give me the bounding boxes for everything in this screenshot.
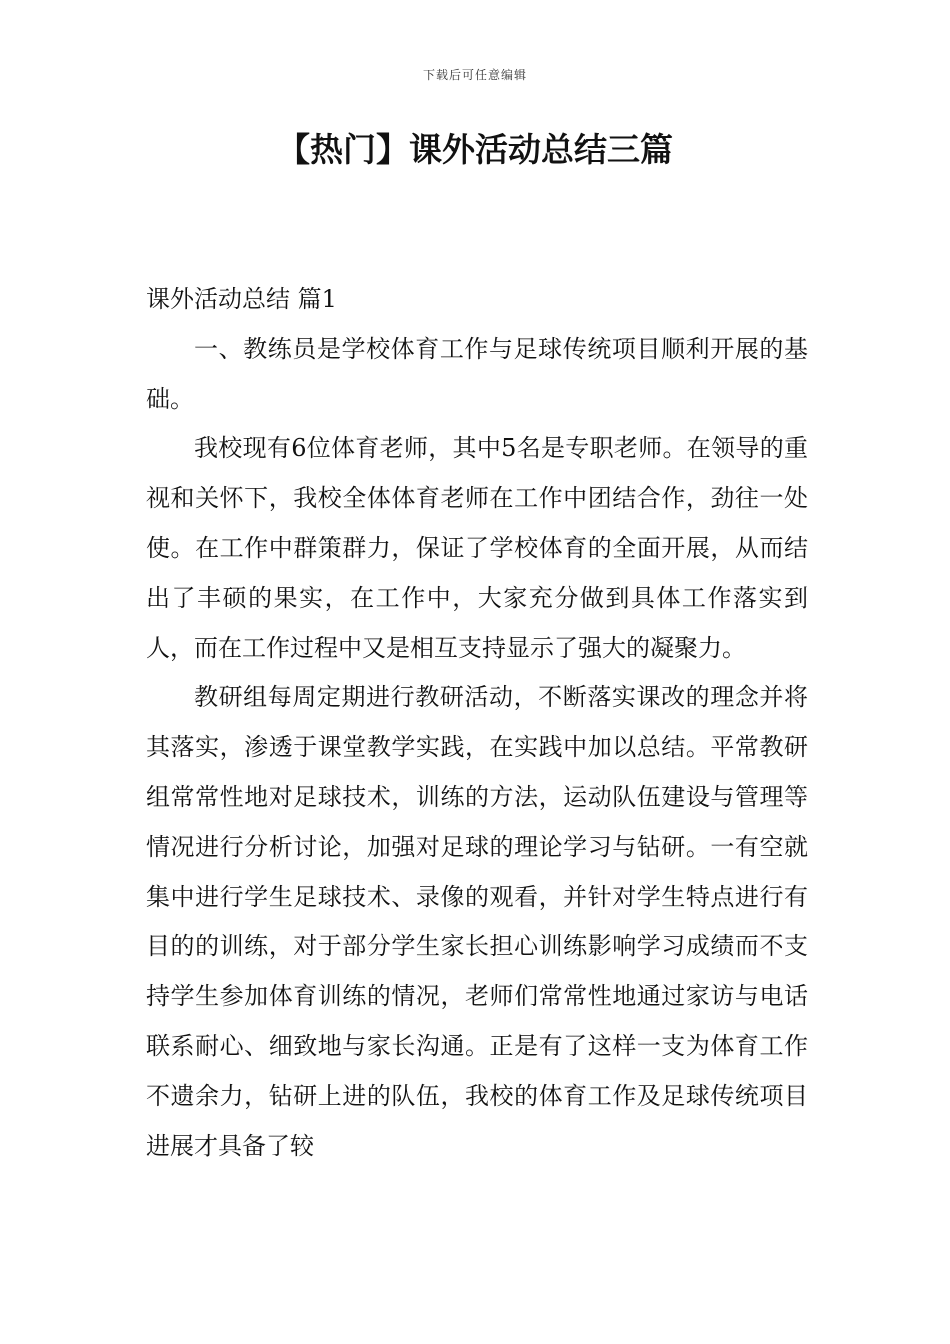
paragraph-3: 教研组每周定期进行教研活动，不断落实课改的理念并将其落实，渗透于课堂教学实践，在实践中加以总结。平常教研组常常性地对足球技术，训练的方法，运动队伍建设与管理等情况进行分析讨论，加强对足球的理论学习与钻研。一有空就集中进行学生足球技术、录像的观看，并针对学生特点进行有目的的训练，对于部分学生家长担心训练影响学习成绩而不支持学生参加体育训练的情况，老师们常常性地通过家访与电话联系耐心、细致地与家长沟通。正是有了这样一支为体育工作不遗余力，钻研上进的队伍，我校的体育工作及足球传统项目进展才具备了较	[146, 683, 808, 1160]
document-body	[146, 275, 808, 1171]
header-note: 下载后可任意编辑	[422, 68, 527, 82]
paragraph-2: 我校现有6位体育老师，其中5名是专职老师。在领导的重视和关怀下，我校全体体育老师在工作中团结合作，劲往一处使。在工作中群策群力，保证了学校体育的全面开展，从而结出了丰硕的果实，在工作中，大家充分做到具体工作落实到人，而在工作过程中又是相互支持显示了强大的凝聚力。	[146, 434, 808, 662]
section-heading: 课外活动总结 篇1	[146, 285, 337, 313]
document-title: 【热门】课外活动总结三篇	[277, 130, 673, 169]
paragraph-1: 一、教练员是学校体育工作与足球传统项目顺利开展的基础。	[146, 334, 808, 413]
